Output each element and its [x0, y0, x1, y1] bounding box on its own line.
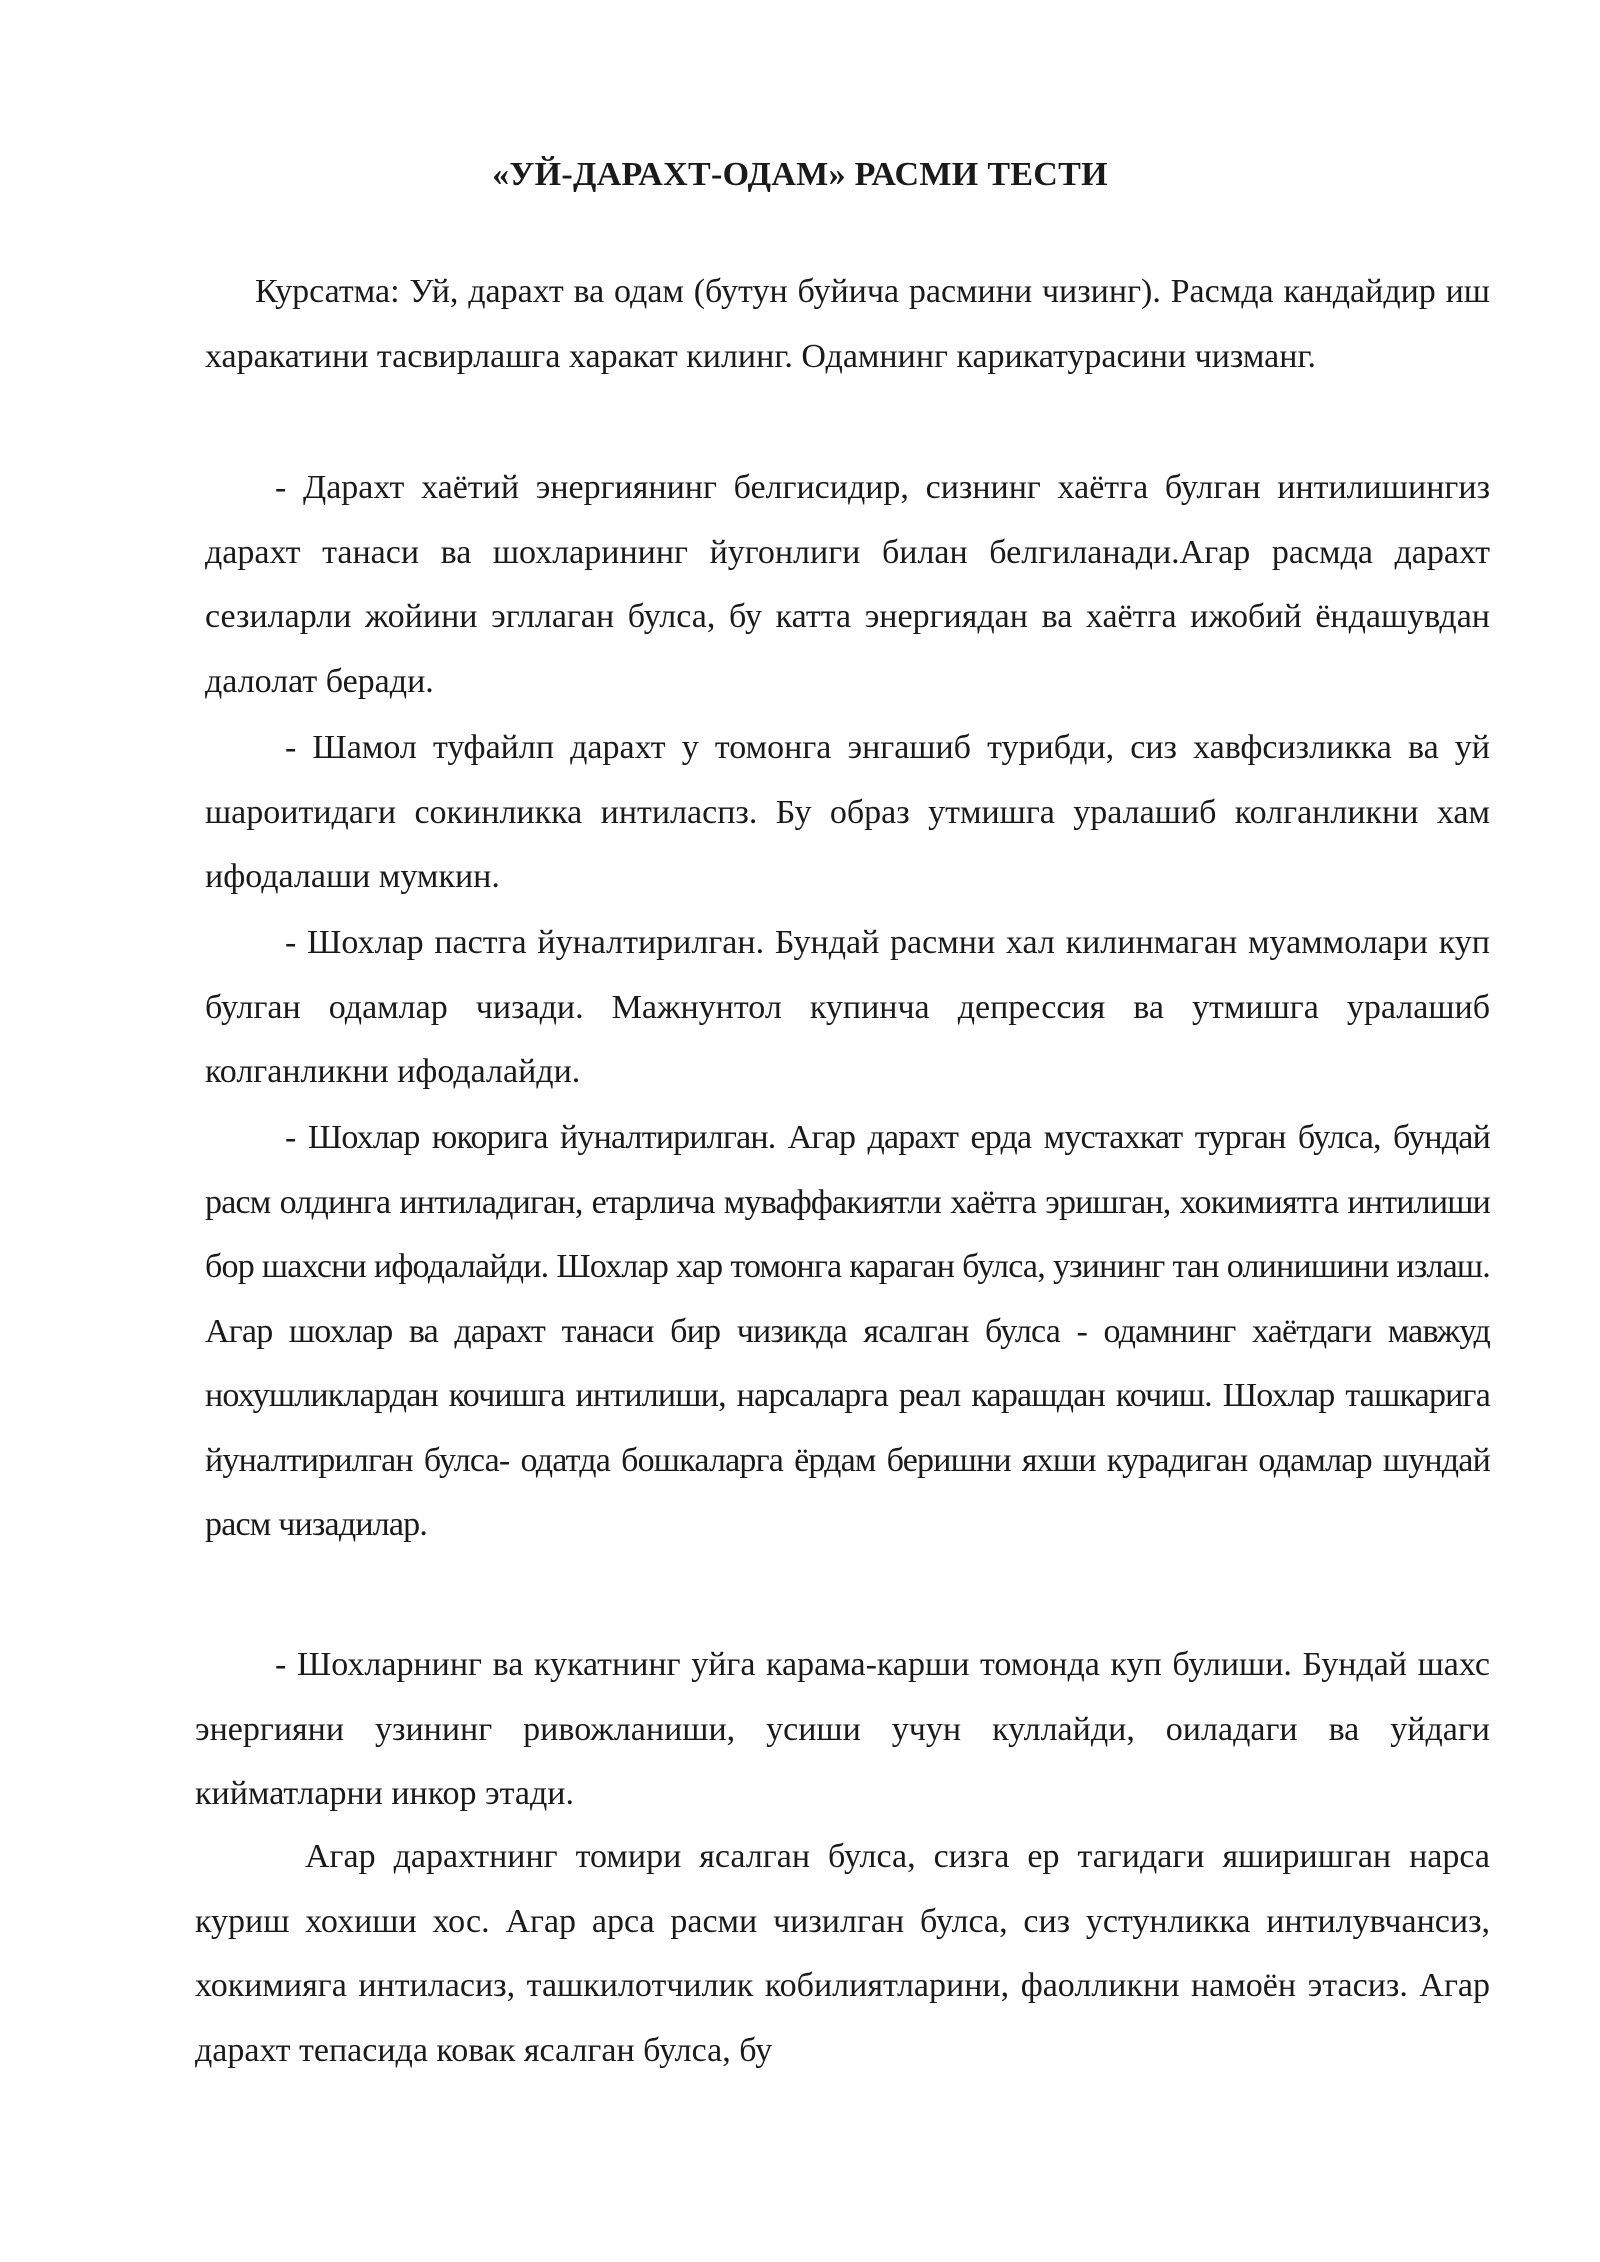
paragraph-branches-down: - Шохлар пастга йуналтирилган. Бундай расмни хал килинмаган муаммолари куп булган одамлар чизади. Мажнунтол купинча депрессия ва утмишга уралашиб колганликни ифодалайди. — [205, 924, 1490, 1090]
paragraph-tree-energy: - Дарахт хаётий энергиянинг белгисидир, сизнинг хаётга булган интилишингиз дарахт танаси ва шохларининг йугонлиги билан белгиланади.Агар расмда дарахт сезиларли жойини эгллаган булса, бу катта энергиядан ва хаётга ижобий ёндашувдан далолат беради. — [205, 469, 1490, 700]
paragraph-branches-up: - Шохлар юкорига йуналтирилган. Агар дарахт ерда мустахкат турган булса, бундай расм олдинга интиладиган, етарлича муваффакиятли хаётга эришган, хокимиятга интилиши бор шахсни ифодалайди. Шохлар хар томонга караган булса, узининг тан олинишини излаш. Агар шохлар ва дарахт танаси бир чизикда ясалган булса - одамнинг хаётдаги мавжуд нохушликлардан кочишга интилиши, нарсаларга реал карашдан кочиш. Шохлар ташкарига йуналтирилган булса- одатда бошкаларга ёрдам беришни яхши курадиган одамлар шундай расм чизадилар. — [205, 1119, 1490, 1543]
document-title: «УЙ-ДАРАХТ-ОДАМ» РАСМИ ТЕСТИ — [492, 156, 1108, 193]
paragraph-wind: - Шамол туфайлп дарахт у томонга энгашиб турибди, сиз хавфсизликка ва уй шароитидаги сокинликка интиласпз. Бу образ утмишга уралашиб колганликни хам ифодалаши мумкин. — [205, 729, 1490, 895]
paragraph-roots: Агар дарахтнинг томири ясалган булса, сизга ер тагидаги яширишган нарса куриш хохиши хос. Агар арса расми чизилган булса, сиз устунликка интилувчансиз, хокимияга интиласиз, ташкилотчилик кобилиятларини, фаолликни намоён этасиз. Агар дарахт тепасида ковак ясалган булса, бу — [195, 1838, 1490, 2069]
paragraph-instructions: Курсатма: Уй, дарахт ва одам (бутун буйича расмини чизинг). Расмда кандайдир иш харакатини тасвирлашга харакат килинг. Одамнинг карикатурасини чизманг. — [205, 273, 1490, 375]
paragraph-foliage-opposite: - Шохларнинг ва кукатнинг уйга карама-карши томонда куп булиши. Бундай шахс энергияни узининг ривожланиши, усиши учун куллайди, оиладаги ва уйдаги кийматларни инкор этади. — [195, 1646, 1490, 1812]
